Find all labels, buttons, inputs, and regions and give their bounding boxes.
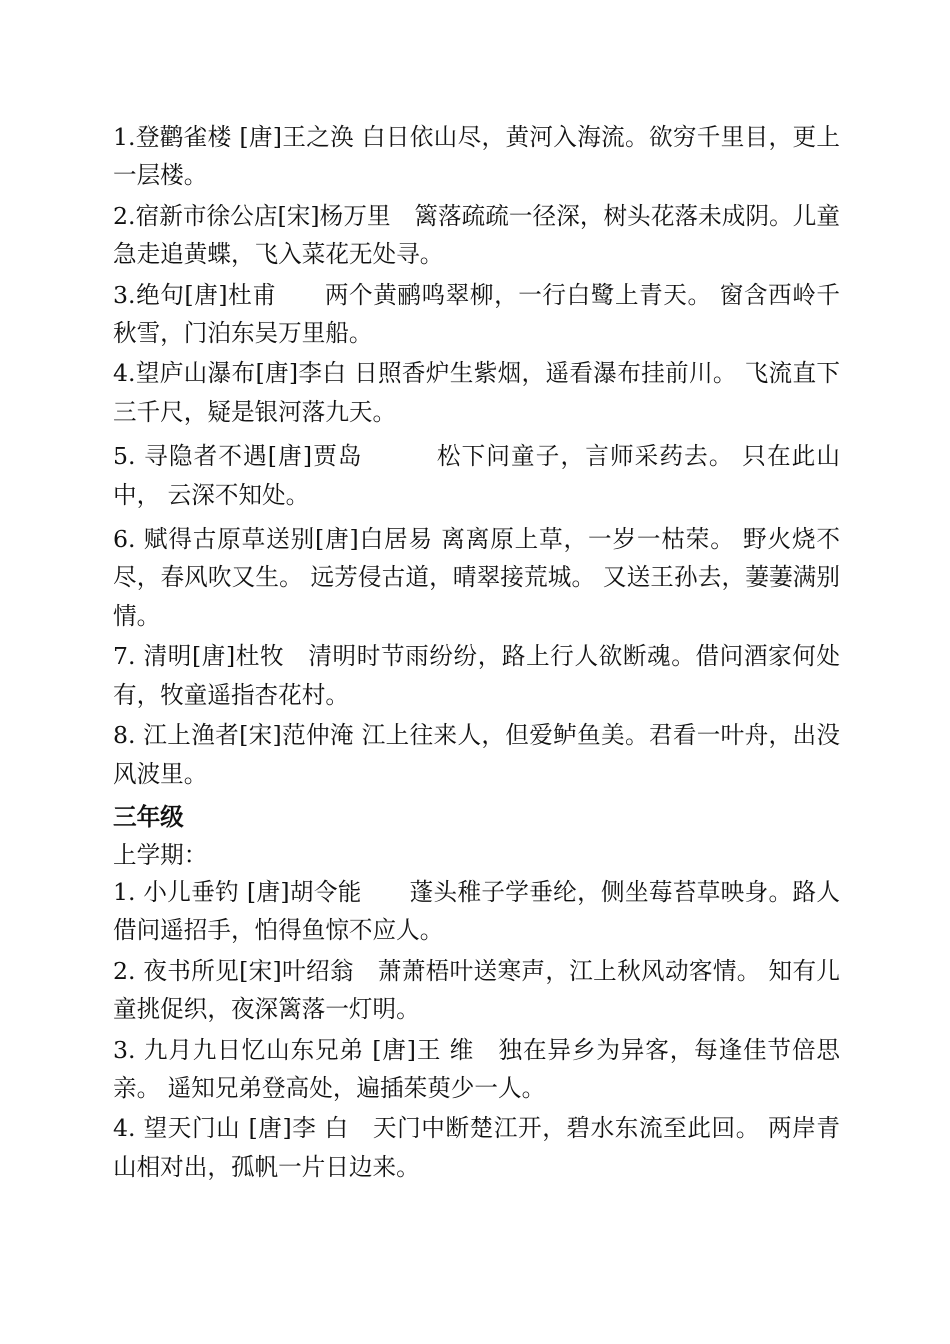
poem-4-wanglushanpubu: 4.望庐山瀑布[唐]李白 日照香炉生紫烟，遥看瀑布挂前川。 飞流直下三千尺，疑是银河落九天。 bbox=[113, 359, 840, 426]
poem-g3-2-yeshusuojian: 2. 夜书所见[宋]叶绍翁 萧萧梧叶送寒声，江上秋风动客情。 知有儿童挑促织，夜深篱落一灯明。 bbox=[113, 956, 840, 1024]
poem-3-jueju: 3.绝句[唐]杜甫 两个黄鹂鸣翠柳，一行白鹭上青天。 窗含西岭千秋雪，门泊东吴万里船。 bbox=[113, 280, 840, 348]
term-label: 上学期： bbox=[113, 840, 208, 869]
section-heading-grade3: 三年级 bbox=[113, 802, 184, 831]
poem-8-jiangshangyuzhe: 8. 江上渔者[宋]范仲淹 江上往来人，但爱鲈鱼美。君看一叶舟，出没风波里。 bbox=[113, 721, 840, 788]
poem-g3-3-jiuyuejiuri: 3. 九月九日忆山东兄弟 [唐]王 维 独在异乡为异客，每逢佳节倍思亲。 遥知兄弟登高处，遍插茱萸少一人。 bbox=[113, 1035, 840, 1102]
poem-5-xunyinzhebuyu: 5. 寻隐者不遇[唐]贾岛 松下问童子，言师采药去。 只在此山中， 云深不知处。 bbox=[113, 442, 840, 509]
poem-7-qingming: 7. 清明[唐]杜牧 清明时节雨纷纷，路上行人欲断魂。借问酒家何处有，牧童遥指杏花村。 bbox=[113, 642, 840, 709]
poem-6-fudeguyuancao: 6. 赋得古原草送别[唐]白居易 离离原上草，一岁一枯荣。 野火烧不尽，春风吹又生。 远芳侵古道，晴翠接荒城。 又送王孙去，萋萋满别情。 bbox=[113, 525, 840, 630]
document-page bbox=[113, 118, 840, 1186]
poem-g3-1-xiaoerchuidiao: 1. 小儿垂钓 [唐]胡令能 蓬头稚子学垂纶，侧坐莓苔草映身。路人借问遥招手，怕得鱼惊不应人。 bbox=[113, 877, 840, 945]
poem-1-dengguanquelou: 1.登鹳雀楼 [唐]王之涣 白日依山尽，黄河入海流。欲穷千里目，更上一层楼。 bbox=[113, 123, 840, 190]
poem-g3-4-wangtianmenshan: 4. 望天门山 [唐]李 白 天门中断楚江开，碧水东流至此回。 两岸青山相对出，孤帆一片日边来。 bbox=[113, 1114, 840, 1181]
poem-2-suxinshixugongdian: 2.宿新市徐公店[宋]杨万里 篱落疏疏一径深，树头花落未成阴。儿童急走追黄蝶，飞入菜花无处寻。 bbox=[113, 201, 840, 269]
